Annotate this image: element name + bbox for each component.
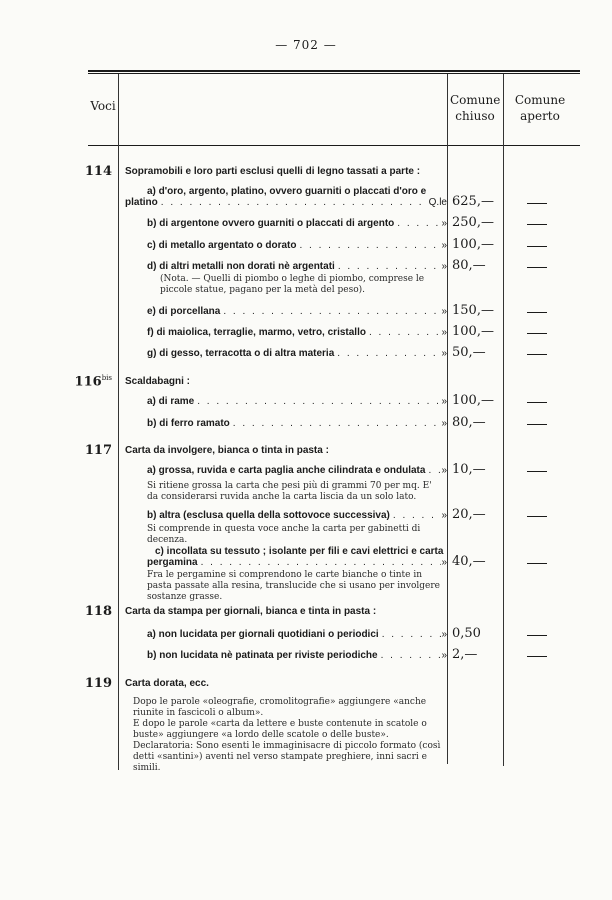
item-row (147, 418, 447, 429)
value-aperto (527, 246, 547, 247)
item-label: b) non lucidata nè patinata per riviste periodiche (147, 650, 378, 661)
value-chiuso: 80,— (452, 415, 486, 430)
header-rule (88, 145, 580, 146)
unit-label: » (441, 261, 447, 272)
item-note: (Nota. — Quelli di piombo o leghe di piombo, comprese le piccole statue, pagano per la metà del peso). (160, 274, 425, 295)
unit-label: » (441, 348, 447, 359)
item-label: a) di rame (147, 396, 195, 407)
item-row (147, 629, 447, 640)
voce-number: 119 (84, 676, 112, 691)
value-chiuso: 20,— (452, 507, 486, 522)
item-row (147, 650, 447, 661)
amendment-text: Dopo le parole «oleografie, cromolitografie» aggiungere «anche riunite in fascicoli o album». (133, 697, 427, 718)
item-label-line2: pergamina (147, 557, 198, 568)
item-label: f) di maiolica, terraglie, marmo, vetro, cristallo (147, 327, 366, 338)
item-note: Si comprende in questa voce anche la carta per gabinetti di decenza. (147, 524, 421, 545)
item-row (147, 396, 447, 407)
item-row (147, 348, 447, 359)
voce-number: 117 (84, 443, 112, 458)
item-label: a) grossa, ruvida e carta paglia anche cilindrata e ondulata (147, 465, 426, 476)
value-chiuso: 150,— (452, 303, 494, 318)
item-label: b) altra (esclusa quella della sottovoce successiva) (147, 510, 390, 521)
value-aperto (527, 267, 547, 268)
value-aperto (527, 333, 547, 334)
unit-label: » (441, 465, 447, 476)
item-label: g) di gesso, terracotta o di altra materia (147, 348, 335, 359)
item-row (125, 197, 447, 208)
item-row (147, 557, 447, 568)
value-aperto (527, 424, 547, 425)
top-rule-thin (88, 73, 580, 74)
header-comune-chiuso: Comune chiuso (450, 93, 501, 123)
column-divider-chiuso (503, 74, 504, 766)
unit-label: » (441, 418, 447, 429)
voce-heading: Carta da involgere, bianca o tinta in pasta : (125, 445, 329, 456)
value-aperto (527, 471, 547, 472)
item-label: b) di argentone ovvero guarniti o placcati di argento (147, 218, 395, 229)
item-label: d) di altri metalli non dorati nè argentati (147, 261, 335, 272)
value-aperto (527, 635, 547, 636)
voce-number: $116^{bis}$ (74, 374, 112, 390)
value-chiuso: 250,— (452, 215, 494, 230)
voce-heading: Scaldabagni : (125, 376, 191, 387)
item-label: b) di ferro ramato (147, 418, 230, 429)
value-chiuso: 0,50 (452, 626, 481, 641)
unit-label: » (441, 306, 447, 317)
value-aperto (527, 354, 547, 355)
item-label-line2: platino (125, 197, 158, 208)
value-aperto (527, 312, 547, 313)
item-row (147, 510, 447, 521)
unit-label: » (441, 240, 447, 251)
unit-label: » (441, 396, 447, 407)
value-aperto (527, 656, 547, 657)
item-label-line1: a) d'oro, argento, platino, ovvero guarniti o placcati d'oro e (147, 186, 427, 197)
voce-heading: Carta dorata, ecc. (125, 678, 209, 689)
page-number: — 702 — (275, 38, 337, 52)
value-chiuso: 80,— (452, 258, 486, 273)
item-row (147, 218, 447, 229)
voce-heading: Sopramobili e loro parti esclusi quelli di legno tassati a parte : (125, 166, 421, 177)
unit-label: » (441, 650, 447, 661)
value-aperto (527, 402, 547, 403)
unit-label: » (441, 327, 447, 338)
voce-heading: Carta da stampa per giornali, bianca e tinta in pasta : (125, 606, 377, 617)
item-row (147, 465, 447, 476)
value-chiuso: 100,— (452, 237, 494, 252)
item-row (147, 261, 447, 272)
item-note: Si ritiene grossa la carta che pesi più di grammi 70 per mq. E' da considerarsi ruvida anche la carta liscia da un solo lato. (147, 481, 432, 502)
item-label: a) non lucidata per giornali quotidiani o periodici (147, 629, 379, 640)
value-aperto (527, 563, 547, 564)
header-voci: Voci (90, 99, 116, 113)
value-chiuso: 10,— (452, 462, 486, 477)
unit-label: » (441, 510, 447, 521)
item-row (147, 306, 447, 317)
item-label: e) di porcellana (147, 306, 221, 317)
value-aperto (527, 224, 547, 225)
unit-label: » (441, 629, 447, 640)
column-divider-description (447, 74, 448, 764)
unit-label: » (441, 557, 447, 568)
value-chiuso: 100,— (452, 324, 494, 339)
unit-label: » (441, 218, 447, 229)
declaratoria-text: Declaratoria: Sono esenti le immaginisacre di piccolo formato (così detti «santini») aventi nel verso stampate preghiere, inni sacri e simili. (133, 741, 441, 773)
value-chiuso: 2,— (452, 647, 478, 662)
top-rule (88, 70, 580, 72)
voce-number: 118 (84, 604, 112, 619)
value-chiuso: 40,— (452, 554, 486, 569)
value-chiuso: 50,— (452, 345, 486, 360)
item-label-line1: c) incollata su tessuto ; isolante per fili e cavi elettrici e carta (155, 546, 444, 557)
value-chiuso: 100,— (452, 393, 494, 408)
unit-label: Q.le (428, 197, 447, 208)
voce-number: 114 (84, 164, 112, 179)
column-divider-voci (118, 74, 119, 770)
value-aperto (527, 516, 547, 517)
value-chiuso: 625,— (452, 194, 494, 209)
value-aperto (527, 203, 547, 204)
item-note: Fra le pergamine si comprendono le carte bianche o tinte in pasta passate alla resina, translucide che si usano per involgere sostanze grasse. (147, 570, 440, 602)
item-row (147, 240, 447, 251)
item-row (147, 327, 447, 338)
amendment-text: E dopo le parole «carta da lettere e buste contenute in scatole o buste» aggiungere «a lordo delle scatole o delle buste». (133, 719, 427, 740)
item-label: c) di metallo argentato o dorato (147, 240, 297, 251)
header-comune-aperto: Comune aperto (514, 93, 566, 123)
